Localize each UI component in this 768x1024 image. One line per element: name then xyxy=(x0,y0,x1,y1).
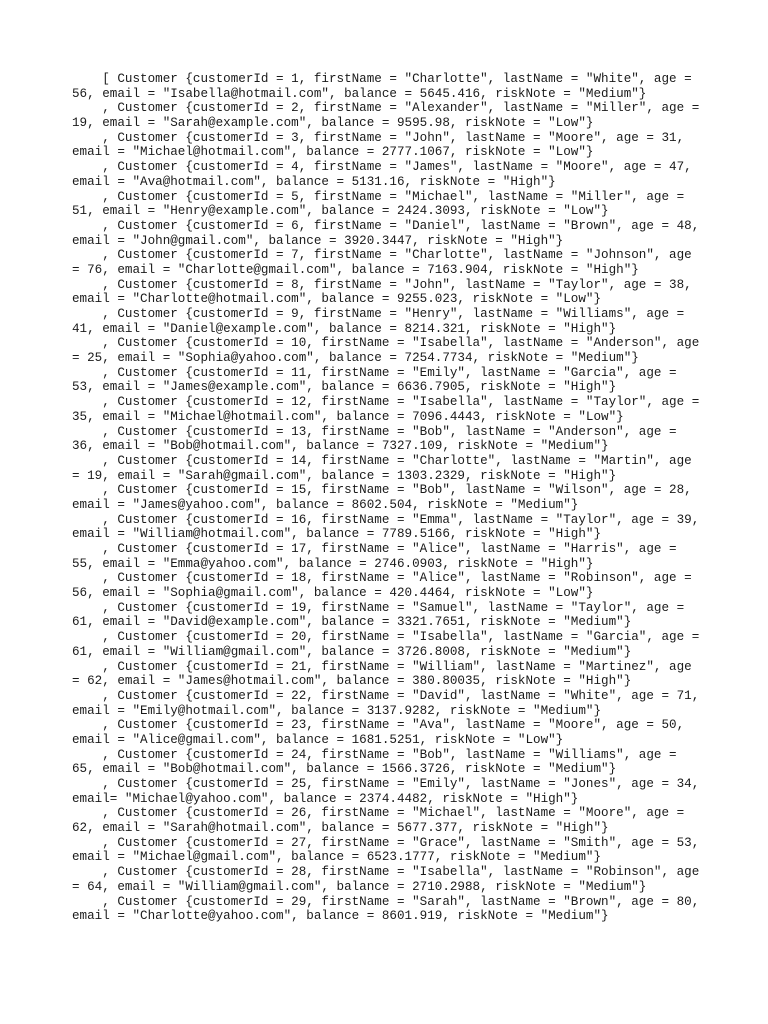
text-line: , Customer {customerId = 10, firstName = "Isabella", lastName = "Anderson", age xyxy=(72,336,700,351)
text-line: 51, email = "Henry@example.com", balance = 2424.3093, riskNote = "Low"} xyxy=(72,204,609,219)
text-line: email = "Alice@gmail.com", balance = 1681.5251, riskNote = "Low"} xyxy=(72,732,564,747)
text-line: = 64, email = "William@gmail.com", balance = 2710.2988, riskNote = "Medium"} xyxy=(72,879,647,894)
text-line: email = "Charlotte@hotmail.com", balance = 9255.023, riskNote = "Low"} xyxy=(72,292,602,307)
text-line: 35, email = "Michael@hotmail.com", balance = 7096.4443, riskNote = "Low"} xyxy=(72,409,624,424)
text-line: 61, email = "William@gmail.com", balance = 3726.8008, riskNote = "Medium"} xyxy=(72,644,632,659)
text-line: , Customer {customerId = 21, firstName = "William", lastName = "Martinez", age xyxy=(72,659,692,674)
text-line: email = "Michael@gmail.com", balance = 6523.1777, riskNote = "Medium"} xyxy=(72,850,602,865)
text-line: 36, email = "Bob@hotmail.com", balance = 7327.109, riskNote = "Medium"} xyxy=(72,439,609,454)
text-line: , Customer {customerId = 4, firstName = "James", lastName = "Moore", age = 47, xyxy=(72,160,692,175)
text-line: , Customer {customerId = 5, firstName = "Michael", lastName = "Miller", age = xyxy=(72,189,685,204)
text-line: 53, email = "James@example.com", balance = 6636.7905, riskNote = "High"} xyxy=(72,380,617,395)
text-line: 56, email = "Sophia@gmail.com", balance = 420.4464, riskNote = "Low"} xyxy=(72,586,594,601)
text-line: , Customer {customerId = 24, firstName = "Bob", lastName = "Williams", age = xyxy=(72,747,677,762)
text-line: , Customer {customerId = 12, firstName = "Isabella", lastName = "Taylor", age = xyxy=(72,395,700,410)
text-line: , Customer {customerId = 2, firstName = "Alexander", lastName = "Miller", age = xyxy=(72,101,700,116)
text-line: = 76, email = "Charlotte@gmail.com", balance = 7163.904, riskNote = "High"} xyxy=(72,262,639,277)
text-line: , Customer {customerId = 19, firstName = "Samuel", lastName = "Taylor", age = xyxy=(72,600,685,615)
text-line: email= "Michael@yahoo.com", balance = 2374.4482, riskNote = "High"} xyxy=(72,791,579,806)
text-line: , Customer {customerId = 3, firstName = "John", lastName = "Moore", age = 31, xyxy=(72,130,685,145)
text-line: , Customer {customerId = 29, firstName = "Sarah", lastName = "Brown", age = 80, xyxy=(72,894,700,909)
text-line: , Customer {customerId = 6, firstName = "Daniel", lastName = "Brown", age = 48, xyxy=(72,218,700,233)
text-line: , Customer {customerId = 16, firstName = "Emma", lastName = "Taylor", age = 39, xyxy=(72,512,700,527)
text-line: , Customer {customerId = 18, firstName = "Alice", lastName = "Robinson", age = xyxy=(72,571,692,586)
text-line: = 25, email = "Sophia@yahoo.com", balance = 7254.7734, riskNote = "Medium"} xyxy=(72,351,639,366)
text-line: , Customer {customerId = 17, firstName = "Alice", lastName = "Harris", age = xyxy=(72,542,677,556)
text-line: , Customer {customerId = 8, firstName = "John", lastName = "Taylor", age = 38, xyxy=(72,277,692,292)
text-line: email = "John@gmail.com", balance = 3920.3447, riskNote = "High"} xyxy=(72,233,564,248)
text-line: , Customer {customerId = 15, firstName = "Bob", lastName = "Wilson", age = 28, xyxy=(72,483,692,498)
text-line: , Customer {customerId = 23, firstName = "Ava", lastName = "Moore", age = 50, xyxy=(72,718,685,733)
text-line: , Customer {customerId = 9, firstName = "Henry", lastName = "Williams", age = xyxy=(72,307,685,321)
text-line: , Customer {customerId = 22, firstName = "David", lastName = "White", age = 71, xyxy=(72,688,700,703)
text-line: 61, email = "David@example.com", balance = 3321.7651, riskNote = "Medium"} xyxy=(72,615,632,630)
text-line: , Customer {customerId = 13, firstName = "Bob", lastName = "Anderson", age = xyxy=(72,424,677,439)
text-line: = 19, email = "Sarah@gmail.com", balance = 1303.2329, riskNote = "High"} xyxy=(72,468,617,483)
text-line: , Customer {customerId = 25, firstName = "Emily", lastName = "Jones", age = 34, xyxy=(72,777,700,791)
text-line: = 62, email = "James@hotmail.com", balance = 380.80035, riskNote = "High"} xyxy=(72,674,632,689)
text-line: 62, email = "Sarah@hotmail.com", balance = 5677.377, riskNote = "High"} xyxy=(72,821,609,836)
text-line: [ Customer {customerId = 1, firstName = "Charlotte", lastName = "White", age = xyxy=(72,72,692,86)
text-line: , Customer {customerId = 7, firstName = "Charlotte", lastName = "Johnson", age xyxy=(72,248,692,263)
text-line: email = "Michael@hotmail.com", balance = 2777.1067, riskNote = "Low"} xyxy=(72,145,594,160)
text-line: , Customer {customerId = 20, firstName = "Isabella", lastName = "Garcia", age = xyxy=(72,630,700,645)
text-line: 65, email = "Bob@hotmail.com", balance = 1566.3726, riskNote = "Medium"} xyxy=(72,762,617,777)
text-line: email = "Ava@hotmail.com", balance = 5131.16, riskNote = "High"} xyxy=(72,174,556,189)
text-line: email = "Emily@hotmail.com", balance = 3137.9282, riskNote = "Medium"} xyxy=(72,703,602,718)
text-line: 56, email = "Isabella@hotmail.com", balance = 5645.416, riskNote = "Medium"} xyxy=(72,86,647,101)
text-line: , Customer {customerId = 27, firstName = "Grace", lastName = "Smith", age = 53, xyxy=(72,835,700,850)
text-line: email = "William@hotmail.com", balance = 7789.5166, riskNote = "High"} xyxy=(72,527,602,542)
text-line: 55, email = "Emma@yahoo.com", balance = 2746.0903, riskNote = "High"} xyxy=(72,556,594,571)
text-line: email = "Charlotte@yahoo.com", balance = 8601.919, riskNote = "Medium"} xyxy=(72,909,609,924)
text-line: email = "James@yahoo.com", balance = 8602.504, riskNote = "Medium"} xyxy=(72,497,579,512)
document-text xyxy=(72,72,700,924)
text-line: , Customer {customerId = 26, firstName = "Michael", lastName = "Moore", age = xyxy=(72,806,685,821)
text-line: , Customer {customerId = 11, firstName = "Emily", lastName = "Garcia", age = xyxy=(72,365,677,380)
text-line: , Customer {customerId = 28, firstName = "Isabella", lastName = "Robinson", age xyxy=(72,865,700,880)
text-line: , Customer {customerId = 14, firstName = "Charlotte", lastName = "Martin", age xyxy=(72,453,692,468)
text-line: 19, email = "Sarah@example.com", balance = 9595.98, riskNote = "Low"} xyxy=(72,116,594,131)
text-line: 41, email = "Daniel@example.com", balance = 8214.321, riskNote = "High"} xyxy=(72,321,617,336)
